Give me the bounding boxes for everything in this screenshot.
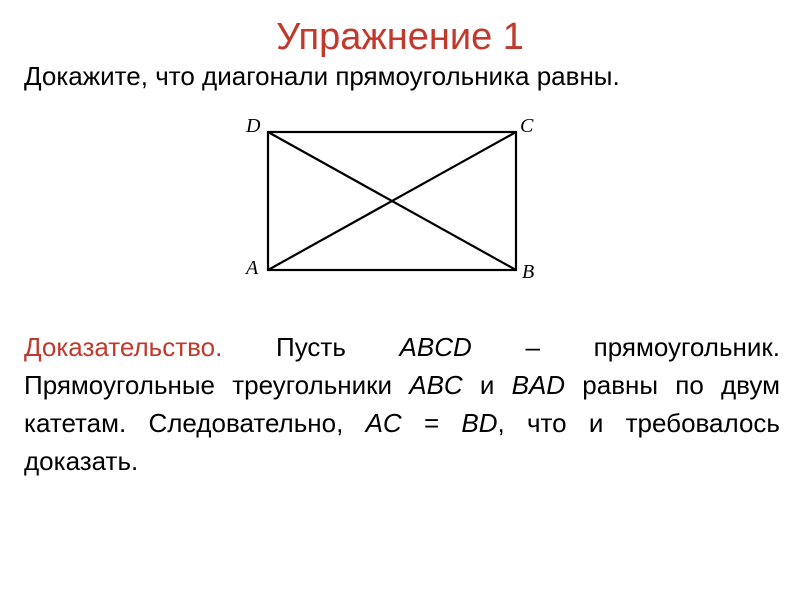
segment-bd: BD: [461, 408, 498, 438]
proof-text: , что и требовалось доказать.: [24, 408, 780, 476]
vertex-label-d: D: [246, 115, 261, 137]
proof-text: =: [401, 408, 462, 438]
rectangle-figure: [236, 110, 556, 290]
proof-text: – прямоугольник. Прямоугольные треугольники: [24, 332, 780, 400]
proof-text: и: [462, 370, 512, 400]
slide-title: Упражнение 1: [276, 16, 524, 58]
proof-text: Пусть: [222, 332, 400, 362]
vertex-label-c: C: [520, 115, 534, 137]
vertex-label-b: B: [522, 261, 535, 283]
proof-heading: Доказательство.: [24, 332, 223, 362]
proof-paragraph: [24, 328, 780, 480]
triangle-abc: ABC: [409, 370, 463, 400]
task-statement: Докажите, что диагонали прямоугольника равны.: [24, 61, 620, 91]
triangle-bad: BAD: [511, 370, 566, 400]
proof-text: равны по двум катетам. Следовательно,: [24, 370, 780, 438]
quad-abcd: ABCD: [399, 332, 472, 362]
vertex-label-a: A: [246, 257, 259, 279]
segment-ac: AC: [365, 408, 402, 438]
